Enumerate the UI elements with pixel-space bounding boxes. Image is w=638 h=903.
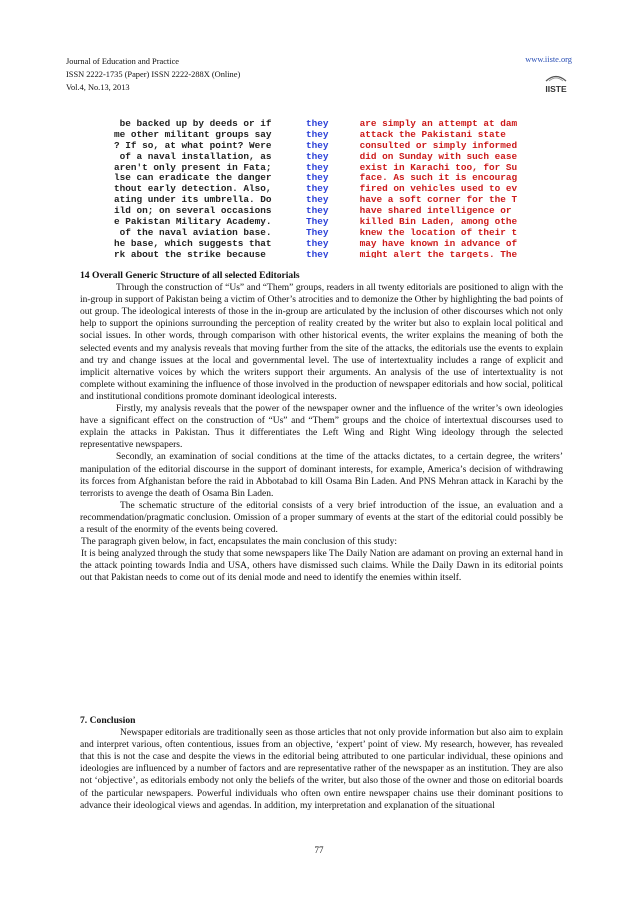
section-14-paragraph-1: Through the construction of “Us” and “Them” groups, readers in all twenty editorials are positioned to align with the in-group in support of Pakistan being a victim of Other’s atrocities and to demonize the Other by highlighting the bad points of out group. The ideological interests of those in the in-group are articulated by the inclusion of other discourses which not only help to support the opinions surrounding the perception of reality created by the writer but also to explain local political and social issues. In other words, through comparison with other historical events, the writer explains the meaning of both the selected events and my analysis reveals that moving further from the site of the attacks, the editorials use the events to explain and try and change issues at the local and governmental level. The use of intertextuality includes a range of explicit and implicit alternative voices by which the writers support their arguments. An analysis of the use of intertextuality is not complete without examining the influence of those involved in the production of newspaper editorials and how social, political and institutional conditions promote dominant ideological interests.: [80, 283, 563, 402]
journal-header: [66, 55, 240, 94]
section-14: [80, 270, 563, 584]
concordance-node-word: they: [306, 119, 329, 129]
concordance-right-context: face. As such it is encourag: [354, 172, 518, 184]
concordance-right-context: killed Bin Laden, among othe: [354, 216, 518, 228]
concordance-left-context: ? If so, at what point? Were: [114, 139, 278, 151]
concordance-left-context: of a naval installation, as: [114, 150, 278, 162]
concordance-node-word: They: [306, 226, 329, 238]
concordance-left-context: thout early detection. Also,: [114, 183, 278, 195]
journal-name: Journal of Education and Practice: [66, 57, 180, 66]
section-14-paragraph-3: Secondly, an examination of social conditions at the time of the attacks dictates, to a certain degree, the writers’ manipulation of the editorial discourse in the support of dominant interests, for example, America’s decision of withdrawing its forces from Afghanistan before the raid in Abbotabad to kill Osama Bin Laden. And PNS Mehran attack in Karachi by the terrorists to avenge the death of Osama Bin Laden.: [80, 452, 563, 499]
concordance-line: [114, 250, 575, 258]
concordance-node-word: they: [306, 161, 329, 173]
section-14-paragraph-5: The paragraph given below, in fact, encapsulates the main conclusion of this study:: [81, 537, 397, 548]
concordance-right-context: exist in Karachi too, for Su: [354, 161, 518, 173]
concordance-right-context: fired on vehicles used to ev: [354, 183, 518, 195]
concordance-left-context: he base, which suggests that: [114, 237, 278, 249]
concordance-left-context: e Pakistan Military Academy.: [114, 216, 278, 228]
concordance-figure: [114, 119, 575, 258]
concordance-left-context: of the naval aviation base.: [114, 226, 278, 238]
page-number: 77: [314, 845, 324, 855]
concordance-right-context: may have known in advance of: [354, 237, 518, 249]
concordance-node-word: they: [306, 128, 329, 140]
concordance-right-context: might alert the targets. The: [354, 248, 518, 258]
concordance-node-word: they: [306, 139, 329, 151]
concordance-node-word: They: [306, 216, 329, 228]
concordance-right-context: have shared intelligence or: [354, 205, 512, 217]
concordance-left-context: lse can eradicate the danger: [114, 172, 278, 184]
concordance-left-context: aren't only present in Fata;: [114, 161, 278, 173]
concordance-left-context: ating under its umbrella. Do: [114, 194, 278, 206]
concordance-node-word: they: [306, 194, 329, 206]
concordance-right-context: attack the Pakistani state: [354, 128, 506, 140]
concordance-right-context: are simply an attempt at dam: [354, 119, 518, 129]
section-14-paragraph-2: Firstly, my analysis reveals that the power of the newspaper owner and the influence of the writer’s own ideologies have a significant effect on the construction of “Us” and “Them” groups and the choice of intertextual discourses used to explain the attacks in Pakistan. Thus it differentiates the Left Wing and Right Wing ideology through the selected representative newspapers.: [80, 404, 563, 451]
iiste-logo: [540, 72, 572, 96]
concordance-left-context: rk about the strike because: [114, 248, 272, 258]
concordance-left-context: me other militant groups say: [114, 128, 278, 140]
concordance-left-context: be backed up by deeds or if: [114, 119, 278, 129]
concordance-right-context: knew the location of their t: [354, 226, 518, 238]
section-14-heading: 14 Overall Generic Structure of all selected Editorials: [80, 270, 300, 281]
concordance-node-word: they: [306, 205, 329, 217]
concordance-node-word: they: [306, 150, 329, 162]
concordance-node-word: they: [306, 183, 329, 195]
concordance-node-word: they: [306, 237, 329, 249]
section-14-paragraph-6: It is being analyzed through the study that some newspapers like The Daily Nation are adamant on proving an external hand in the attack pointing towards India and USA, others have dismissed such claims. While the Daily Dawn in its editorial points out that Pakistan needs to come out of its denial mode and need to identify the enemies within itself.: [80, 549, 563, 584]
concordance-right-context: have a soft corner for the T: [354, 194, 518, 206]
concordance-node-word: they: [306, 248, 329, 258]
journal-url-link[interactable]: www.iiste.org: [525, 55, 572, 64]
concordance-right-context: consulted or simply informed: [354, 139, 518, 151]
journal-issn: ISSN 2222-1735 (Paper) ISSN 2222-288X (Online): [66, 70, 241, 79]
journal-volume: Vol.4, No.13, 2013: [66, 83, 130, 92]
logo-text: IISTE: [545, 84, 567, 94]
concordance-lines: [114, 119, 575, 258]
conclusion-paragraph-1: Newspaper editorials are traditionally seen as those articles that not only provide information but also aim to explain and interpret various, often contentious, issues from an objective, ‘expert’ point of view. My research, however, has revealed that this is not the case and despite the views in the editorial being attributed to one particular individual, these opinions and ideologies are influenced by a number of factors and are representative rather of the newspaper as an institution. They are also not ‘objective’, as editorials embody not only the beliefs of the writer, but also those of the owner and those on editorial boards of the particular newspapers. Powerful individuals who often own entire newspaper chains use their dominant positions to advance their ideological views and agendas. In addition, my interpretation and explanation of the situational: [80, 728, 563, 811]
section-7: [80, 715, 563, 812]
section-14-paragraph-4: The schematic structure of the editorial consists of a very brief introduction of the issue, an evaluation and a recommendation/pragmatic conclusion. Omission of a proper summary of events at the start of the editorial could possibly be a result of the enormity of the events being covered.: [80, 500, 563, 535]
concordance-left-context: ild on; on several occasions: [114, 205, 278, 217]
concordance-node-word: they: [306, 172, 329, 184]
concordance-right-context: did on Sunday with such ease: [354, 150, 518, 162]
conclusion-heading: 7. Conclusion: [80, 715, 136, 726]
